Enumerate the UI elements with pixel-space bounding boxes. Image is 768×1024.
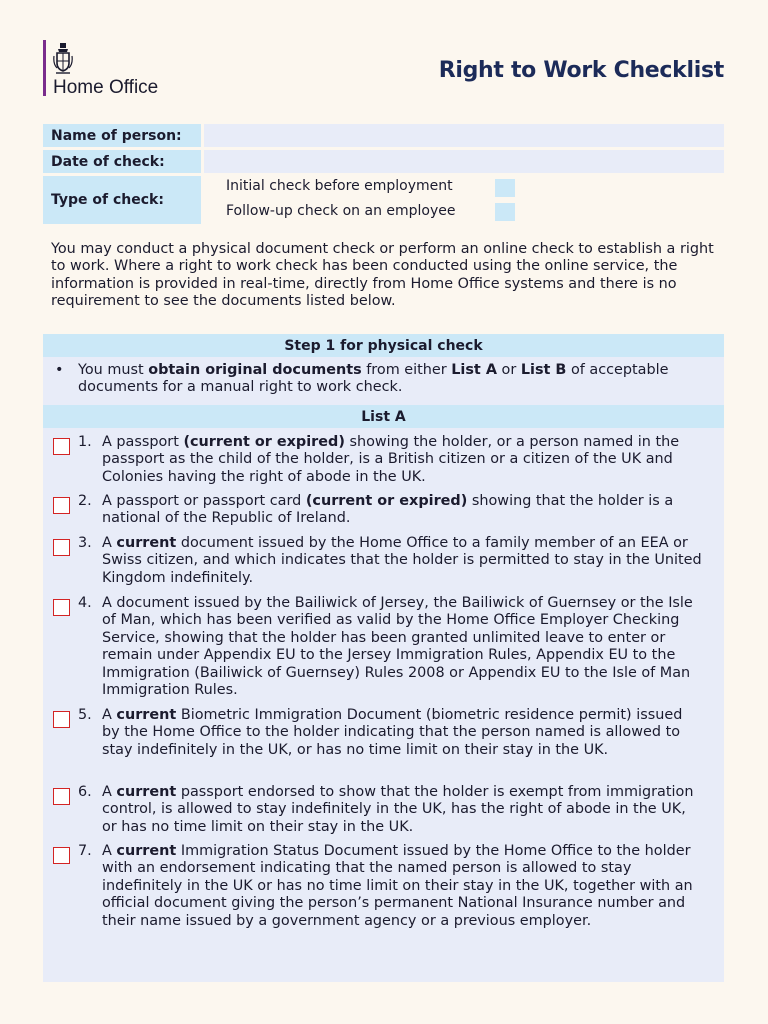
step1-text-mid2: or: [496, 362, 521, 378]
step1-text-pre: You must: [78, 362, 149, 378]
step1-text-mid1: from either: [361, 362, 452, 378]
item-text: A current document issued by the Home Office to a family member of an EEA or Swiss citizen, and which indicates that the holder is permitted to stay in the United Kingdom indefinitely.: [102, 535, 702, 586]
type-label: Type of check:: [43, 176, 201, 224]
name-row: [43, 124, 724, 147]
logo-accent-bar: [43, 40, 46, 96]
item-checkbox[interactable]: [53, 599, 70, 616]
name-label: Name of person:: [43, 124, 201, 147]
step1-text-bold2: List A: [451, 362, 497, 378]
item-text: A passport or passport card (current or expired) showing that the holder is a national of the Republic of Ireland.: [102, 493, 674, 527]
option-initial-checkbox[interactable]: [495, 179, 515, 197]
step1-panel: [43, 334, 724, 982]
check-details-form: [43, 124, 724, 227]
item-checkbox[interactable]: [53, 497, 70, 514]
name-field[interactable]: [204, 124, 724, 147]
step1-instruction: [43, 357, 724, 405]
item-number: 3.: [78, 535, 92, 551]
item-number: 4.: [78, 595, 92, 611]
item-number: 1.: [78, 434, 92, 450]
item-checkbox[interactable]: [53, 847, 70, 864]
list-a-heading: List A: [43, 405, 724, 428]
date-label: Date of check:: [43, 150, 201, 173]
item-text: A current Immigration Status Document issued by the Home Office to the holder with an endorsement indicating that the named person is allowed to stay indefinitely in the UK or has no time limit on their stay in the UK, together with an official document giving the person’s permanent National Insurance number and their name issued by a government agency or a previous employer.: [102, 843, 693, 929]
step1-text-bold3: List B: [520, 362, 567, 378]
check-type-options: [204, 176, 724, 224]
option-initial-label: Initial check before employment: [226, 178, 453, 194]
item-number: 2.: [78, 493, 92, 509]
option-followup-checkbox[interactable]: [495, 203, 515, 221]
royal-crest-icon: [53, 42, 73, 76]
intro-paragraph: You may conduct a physical document check or perform an online check to establish a right to work. Where a right to work check has been conducted using the online service, the information is provided in real-time, directly from Home Office systems and there is no requirement to see the documents listed below.: [51, 241, 714, 310]
item-number: 5.: [78, 707, 92, 723]
bullet-icon: •: [55, 362, 64, 378]
item-text: A current Biometric Immigration Document (biometric residence permit) issued by the Home Office to the holder indicating that the person named is allowed to stay indefinitely in the UK, or has no time limit on their stay in the UK.: [102, 707, 683, 758]
item-checkbox[interactable]: [53, 788, 70, 805]
step1-text-post: of acceptable documents for a manual right to work check.: [78, 362, 669, 396]
item-number: 6.: [78, 784, 92, 800]
option-followup-label: Follow-up check on an employee: [226, 203, 456, 219]
page-title: Right to Work Checklist: [438, 58, 724, 83]
type-row: [43, 176, 724, 224]
step1-text-bold1: obtain original documents: [148, 362, 362, 378]
step1-heading: Step 1 for physical check: [43, 334, 724, 357]
item-number: 7.: [78, 843, 92, 859]
item-checkbox[interactable]: [53, 711, 70, 728]
item-checkbox[interactable]: [53, 539, 70, 556]
date-row: [43, 150, 724, 173]
item-text: A document issued by the Bailiwick of Jersey, the Bailiwick of Guernsey or the Isle of Man, which has been verified as valid by the Home Office Employer Checking Service, showing that the holder has been granted unlimited leave to enter or remain under Appendix EU to the Jersey Immigration Rules, Appendix EU to the Immigration (Bailiwick of Guernsey) Rules 2008 or Appendix EU to the Isle of Man Immigration Rules.: [102, 595, 693, 699]
item-checkbox[interactable]: [53, 438, 70, 455]
date-field[interactable]: [204, 150, 724, 173]
logo-text: Home Office: [53, 77, 159, 98]
item-text: A passport (current or expired) showing the holder, or a person named in the passport as the child of the holder, is a British citizen or a citizen of the UK and Colonies having the right of abode in the UK.: [102, 434, 680, 485]
item-text: A current passport endorsed to show that the holder is exempt from immigration control, is allowed to stay indefinitely in the UK, has the right of abode in the UK, or has no time limit on their stay in the UK.: [102, 784, 694, 835]
